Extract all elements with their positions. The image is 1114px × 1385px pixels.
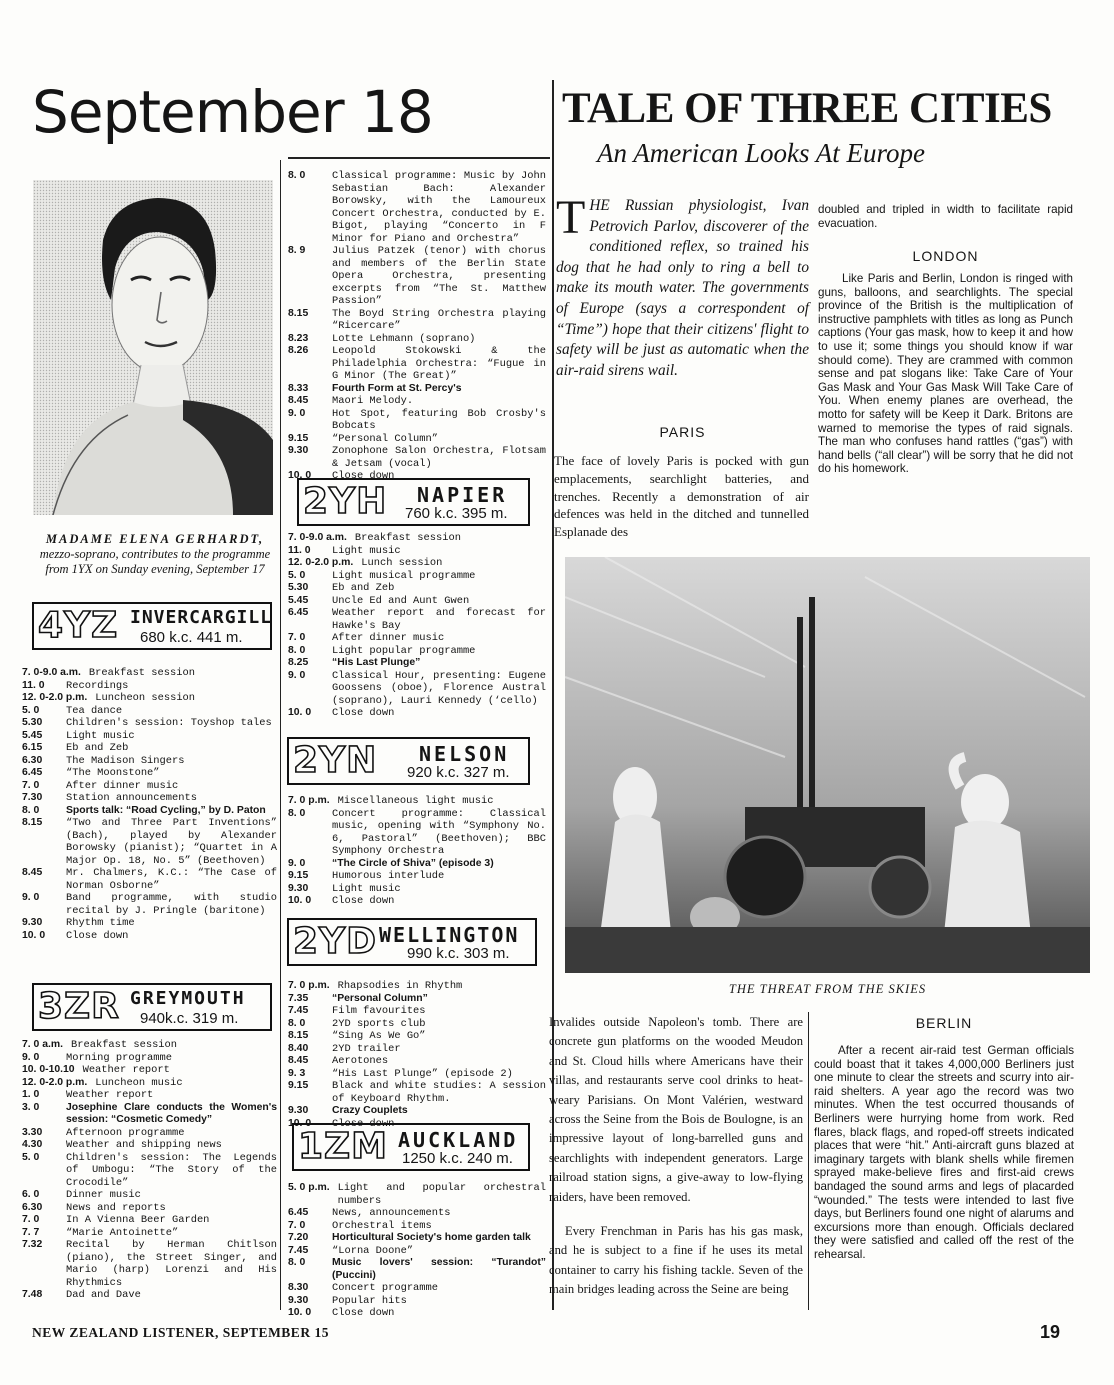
- program-entry: [22, 1289, 277, 1302]
- program-entry: [288, 308, 546, 333]
- section-heading-paris: PARIS: [659, 424, 706, 440]
- program-time: 7. 0 p.m.: [288, 980, 330, 991]
- program-description: Close down: [332, 707, 395, 719]
- program-entry: [22, 1227, 277, 1240]
- program-entry: [22, 730, 277, 743]
- anti-aircraft-photo: [565, 557, 1090, 973]
- program-entry: [22, 717, 277, 730]
- program-description: 2YD sports club: [332, 1017, 426, 1030]
- program-description: Children's session: Toyshop tales: [66, 717, 272, 729]
- station-frequency: 1250 k.c. 240 m.: [402, 1150, 513, 1167]
- program-entry: [288, 532, 546, 545]
- program-entry: [22, 780, 277, 793]
- program-time: 9.30: [22, 917, 43, 928]
- program-list-2yh: [288, 532, 546, 720]
- program-description: Mr. Chalmers, K.C.: “The Case of Norman Osborne”: [66, 867, 277, 892]
- station-frequency: 680 k.c. 441 m.: [140, 629, 243, 646]
- program-description: Lunch session: [361, 557, 443, 569]
- program-description: Light musical programme: [332, 569, 476, 582]
- program-description: Orchestral items: [332, 1219, 432, 1232]
- program-description: “Sing As We Go”: [332, 1030, 426, 1042]
- program-entry: [288, 858, 546, 871]
- program-description: Close down: [66, 929, 129, 942]
- program-entry: [288, 1005, 546, 1018]
- program-entry: [288, 1068, 546, 1081]
- program-description: Recordings: [66, 679, 129, 692]
- program-description: Luncheon session: [95, 692, 196, 704]
- program-list-2yd: [288, 980, 546, 1130]
- station-box-3zr: [32, 983, 272, 1031]
- program-description: Josephine Clare conducts the Women's session: “Cosmetic Comedy”: [66, 1101, 277, 1125]
- program-description: Light music: [332, 882, 401, 895]
- article-subtitle: An American Looks At Europe: [597, 138, 925, 168]
- program-entry: [288, 1055, 546, 1068]
- program-description: Classical Hour, presenting: Eugene Goossens (oboe), Florence Austral (soprano), Lauri Kennedy (‘cello): [332, 669, 546, 707]
- program-entry: [22, 1139, 277, 1152]
- caption-text: mezzo-soprano, contributes to the programme from 1YX on Sunday evening, September 17: [39, 547, 271, 576]
- column-divider-article: [808, 1012, 809, 1310]
- program-time: 8. 9: [288, 245, 306, 256]
- program-time: 10. 0: [288, 470, 312, 481]
- program-time: 3.30: [22, 1126, 43, 1138]
- article-title: TALE OF THREE CITIES: [562, 85, 1052, 132]
- program-description: The Boyd String Orchestra playing “Ricercare”: [332, 307, 546, 332]
- program-entry: [288, 707, 546, 720]
- station-box-1zm: [292, 1123, 530, 1171]
- program-entry: [22, 705, 277, 718]
- program-entry: [288, 632, 546, 645]
- program-time: 5. 0: [288, 569, 306, 581]
- program-entry: [288, 1295, 546, 1308]
- paris-paragraph-1: The face of lovely Paris is pocked with gun emplacements, searchlight batteries, and trenches. Recently a demonstration of air defences was held in the ditched and tunnelled Esplanade des: [554, 453, 809, 540]
- program-time: 7.45: [288, 1005, 309, 1016]
- program-entry: [288, 645, 546, 658]
- section-heading-berlin: BERLIN: [915, 1015, 973, 1031]
- program-entry: [288, 895, 546, 908]
- lead-text: HE Russian physiologist, Ivan Petrovich Parlov, discoverer of the conditioned reflex, so trained his dog that he had only to ring a bell to make its mouth water. The governments of Europe (says a correspondent of “Time”) hope that their citizens' flight to safety will be just as automatic when the air-raid sirens wail.: [556, 197, 809, 379]
- program-description: News and reports: [66, 1201, 166, 1214]
- section-heading-london: LONDON: [912, 248, 979, 264]
- program-description: After dinner music: [66, 779, 179, 792]
- program-entry: [288, 582, 546, 595]
- program-description: Weather report: [82, 1064, 170, 1076]
- header-rule: [288, 157, 550, 159]
- program-description: Band programme, with studio recital by J. Pringle (baritone): [66, 892, 277, 917]
- program-entry: [288, 870, 546, 883]
- program-time: 7. 0-9.0 a.m.: [288, 532, 347, 543]
- london-paragraph: Like Paris and Berlin, London is ringed with guns, balloons, and searchlights. The special province of the British is the multiplication of instructive pamphlets with titles as long as Punch captions (Your gas mask, how to keep it and how to use it; some things you should know if war should come). They are crammed with common sense and pat slogans like: Take Care of Your Gas Mask and Your Gas Mask Will Take Care of You. When enemy planes are overhead, the motto for safety will be Keep it Dark. Britons are warned to memorise the types of raid signals. The man who confuses hand rattles (“gas”) with hand bells (“all clear”) will be sorry that he did not do his homework.: [818, 272, 1073, 476]
- program-entry: [22, 667, 277, 680]
- program-entry: [22, 792, 277, 805]
- publication-footer: NEW ZEALAND LISTENER, SEPTEMBER 15: [32, 1325, 329, 1340]
- program-description: Film favourites: [332, 1005, 426, 1017]
- program-description: Close down: [332, 895, 395, 907]
- program-entry: [288, 408, 546, 433]
- station-city: AUCKLAND: [398, 1128, 519, 1152]
- program-time: 8.15: [288, 1030, 309, 1041]
- program-description: “Two and Three Part Inventions” (Bach), played by Alexander Borowsky (pianist); “Quartet in A Major Op. 18, No. 5” (Beethoven): [66, 817, 277, 867]
- station-frequency: 990 k.c. 303 m.: [407, 945, 510, 962]
- program-description: Afternoon programme: [66, 1126, 185, 1139]
- program-entry: [22, 930, 277, 943]
- program-time: 8. 0: [288, 644, 306, 656]
- program-entry: [288, 1220, 546, 1233]
- program-description: In A Vienna Beer Garden: [66, 1214, 210, 1226]
- program-time: 9.15: [288, 870, 309, 881]
- program-entry: [288, 570, 546, 583]
- program-description: Classical programme: Music by John Sebastian Bach: Alexander Borowsky, with the Lamoureux Concert Orchestra, conducted by E. Bigot, playing “Concerto in F Minor for Piano and Orchestra”: [332, 170, 546, 245]
- program-list-2yn: [288, 795, 546, 908]
- station-frequency: 760 k.c. 395 m.: [405, 505, 508, 522]
- program-entry: [22, 742, 277, 755]
- program-time: 3. 0: [22, 1101, 40, 1113]
- program-description: Morning programme: [66, 1051, 173, 1064]
- program-description: 2YD trailer: [332, 1042, 401, 1055]
- program-time: 8. 0: [288, 170, 306, 181]
- station-city: WELLINGTON: [379, 923, 520, 947]
- program-entry: [288, 1282, 546, 1295]
- program-entry: [22, 1052, 277, 1065]
- program-entry: [22, 1089, 277, 1102]
- call-sign: 4YZ: [38, 605, 119, 646]
- program-entry: [22, 1064, 277, 1077]
- program-list-continued: [288, 170, 546, 483]
- program-description: Luncheon music: [95, 1076, 183, 1089]
- program-time: 11. 0: [288, 544, 311, 556]
- program-time: 10. 0: [288, 895, 312, 906]
- program-description: Light popular programme: [332, 644, 476, 657]
- call-sign: 1ZM: [298, 1126, 388, 1167]
- program-description: “His Last Plunge” (episode 2): [332, 1067, 513, 1080]
- program-time: 6. 0: [22, 1189, 40, 1200]
- program-entry: [22, 892, 277, 917]
- program-time: 7.35: [288, 992, 309, 1004]
- program-time: 8. 0: [288, 1257, 306, 1268]
- program-description: Rhapsodies in Rhythm: [337, 980, 463, 992]
- program-entry: [22, 1039, 277, 1052]
- program-time: 7. 0 a.m.: [22, 1039, 64, 1050]
- program-entry: [22, 917, 277, 930]
- caption-name: MADAME ELENA GERHARDT,: [45, 532, 265, 546]
- station-city: INVERCARGILL: [130, 607, 273, 628]
- program-entry: [288, 795, 546, 808]
- program-time: 8.45: [22, 867, 43, 878]
- station-box-2yd: [287, 918, 537, 966]
- program-entry: [288, 1043, 546, 1056]
- program-description: “Personal Column”: [332, 992, 428, 1004]
- program-description: Aerotones: [332, 1055, 389, 1067]
- program-time: 9. 3: [288, 1067, 306, 1079]
- program-time: 9.30: [288, 1105, 309, 1116]
- program-description: Julius Patzek (tenor) with chorus and members of the Berlin State Opera Orchestra, presenting excerpts from “The St. Matthew Passion”: [332, 245, 546, 307]
- program-entry: [288, 657, 546, 670]
- program-entry: [288, 1030, 546, 1043]
- program-description: “The Moonstone”: [66, 767, 160, 779]
- program-entry: [22, 1152, 277, 1190]
- program-entry: [288, 993, 546, 1006]
- program-time: 6.15: [22, 742, 43, 753]
- drop-cap: T: [556, 191, 586, 244]
- program-entry: [22, 1202, 277, 1215]
- program-description: Black and white studies: A session of Keyboard Rhythm.: [332, 1080, 546, 1105]
- program-time: 5.45: [288, 594, 309, 606]
- program-time: 7. 0: [22, 1214, 40, 1225]
- program-time: 7. 0: [22, 779, 40, 791]
- program-time: 7. 0-9.0 a.m.: [22, 667, 81, 678]
- program-entry: [288, 433, 546, 446]
- call-sign: 3ZR: [38, 986, 120, 1027]
- program-time: 9.30: [288, 445, 309, 456]
- program-time: 8.30: [288, 1282, 309, 1293]
- program-description: Rhythm time: [66, 917, 135, 929]
- program-time: 8.33: [288, 382, 309, 394]
- program-description: “The Circle of Shiva” (episode 3): [332, 857, 494, 869]
- program-entry: [288, 1307, 546, 1320]
- program-time: 7.32: [22, 1239, 43, 1250]
- program-list-1zm: [288, 1182, 546, 1320]
- program-time: 6.45: [288, 1207, 309, 1218]
- program-description: “His Last Plunge”: [332, 657, 421, 668]
- column-divider-left: [280, 160, 281, 1310]
- program-time: 6.45: [22, 767, 43, 778]
- program-time: 7. 7: [22, 1226, 40, 1238]
- program-time: 8.25: [288, 657, 309, 668]
- program-entry: [22, 1189, 277, 1202]
- program-entry: [288, 883, 546, 896]
- program-description: “Lorna Doone”: [332, 1244, 414, 1257]
- program-list-4yz: [22, 667, 277, 942]
- program-time: 12. 0-2.0 p.m.: [22, 692, 88, 703]
- program-time: 12. 0-2.0 p.m.: [22, 1076, 88, 1088]
- program-time: 10. 0: [22, 929, 46, 941]
- program-description: Uncle Ed and Aunt Gwen: [332, 594, 470, 607]
- program-time: 9.30: [288, 882, 309, 894]
- program-description: Light music: [66, 729, 135, 742]
- program-description: Dinner music: [66, 1189, 141, 1201]
- photo-caption: [30, 532, 280, 577]
- program-time: 1. 0: [22, 1089, 40, 1100]
- program-entry: [288, 670, 546, 708]
- program-description: Crazy Couplets: [332, 1105, 408, 1116]
- program-time: 7.45: [288, 1244, 309, 1256]
- program-time: 7. 0 p.m.: [288, 795, 330, 806]
- program-time: 9. 0: [22, 892, 40, 903]
- program-description: Dad and Dave: [66, 1289, 141, 1301]
- program-time: 10. 0: [288, 1117, 312, 1129]
- page-number: 19: [1040, 1322, 1061, 1342]
- paris-paragraph-2: Invalides outside Napoleon's tomb. There are concrete gun platforms on the wooded Meudon and St. Cloud hills where Americans have their villas, and restaurants serve cool drinks to heat-weary Parisians. On Mont Valérien, westward across the Seine from the Bois de Boulogne, is an impressive layout of long-barrelled guns and searchlights with independent generators. Large railroad station signs, a give-away to low-flying raiders, have been removed.: [549, 1015, 803, 1204]
- page-date-title: September 18: [32, 78, 433, 146]
- program-entry: [22, 1214, 277, 1227]
- program-entry: [288, 607, 546, 632]
- program-entry: [22, 680, 277, 693]
- program-time: 10. 0-10.10: [22, 1064, 75, 1075]
- program-description: Close down: [332, 1307, 395, 1319]
- call-sign: 2YN: [293, 740, 378, 781]
- program-description: Leopold Stokowski & the Philadelphia Orchestra: “Fugue in G Minor (The Great)”: [332, 345, 546, 382]
- program-time: 9. 0: [288, 857, 306, 869]
- program-time: 9.15: [288, 1080, 309, 1091]
- program-entry: [288, 1257, 546, 1282]
- program-time: 8.45: [288, 1055, 309, 1066]
- program-time: 5.45: [22, 729, 43, 741]
- program-time: 8.15: [288, 307, 309, 319]
- program-list-3zr: [22, 1039, 277, 1302]
- program-entry: [288, 1018, 546, 1031]
- program-entry: [288, 1245, 546, 1258]
- station-box-2yh: [297, 478, 530, 526]
- program-entry: [288, 980, 546, 993]
- program-description: Close down: [332, 470, 395, 482]
- station-city: NAPIER: [417, 483, 508, 507]
- program-entry: [22, 867, 277, 892]
- program-description: Light and popular orchestral numbers: [337, 1182, 546, 1207]
- program-description: Maori Melody.: [332, 395, 414, 407]
- program-description: Weather and shipping news: [66, 1139, 222, 1151]
- station-box-2yn: [287, 737, 530, 785]
- program-entry: [22, 817, 277, 867]
- program-time: 10. 0: [288, 707, 312, 718]
- program-description: The Madison Singers: [66, 754, 185, 767]
- program-entry: [288, 445, 546, 470]
- program-description: Horticultural Society's home garden talk: [332, 1232, 531, 1243]
- program-entry: [288, 1080, 546, 1105]
- program-description: Miscellaneous light music: [337, 795, 494, 807]
- program-description: Breakfast session: [88, 667, 195, 679]
- program-time: 6.30: [22, 754, 43, 766]
- program-description: Popular hits: [332, 1294, 407, 1307]
- program-entry: [288, 545, 546, 558]
- program-time: 9.15: [288, 432, 309, 444]
- program-description: News, announcements: [332, 1207, 451, 1219]
- program-description: “Marie Antoinette”: [66, 1226, 179, 1239]
- program-description: Sports talk: “Road Cycling,” by D. Paton: [66, 804, 266, 816]
- program-entry: [288, 383, 546, 396]
- program-time: 5. 0 p.m.: [288, 1182, 330, 1193]
- program-entry: [288, 1232, 546, 1245]
- station-city: NELSON: [419, 742, 510, 766]
- program-entry: [288, 345, 546, 383]
- program-description: Breakfast session: [354, 532, 461, 544]
- program-entry: [288, 808, 546, 858]
- program-description: Eb and Zeb: [332, 582, 395, 594]
- berlin-paragraph: After a recent air-raid test German officials could boast that it takes 4,000,000 Berliners just one minute to clear the streets and scurry into air-raid shelters. A year ago the record was two minutes. When the test occurred thousands of Berliners were hurrying home from work. Red flares, black flags, and roped-off streets indicated places that were “hit.” Anti-aircraft guns blazed at imaginary targets with blank shells while firemen sprayed make-believe fires and first-aid crews bandaged the sound arms and legs of placarded “wounded.” The tests were intended to last five days, but Berliners found one night of alarums and excursions more than enough. Officials declared they were satisfied and called off the rest of the rehearsal.: [814, 1044, 1074, 1261]
- program-time: 5. 0: [22, 1151, 40, 1163]
- program-description: Hot Spot, featuring Bob Crosby's Bobcats: [332, 407, 546, 432]
- program-entry: [22, 1239, 277, 1289]
- program-time: 6.30: [22, 1201, 43, 1213]
- program-entry: [288, 1105, 546, 1118]
- program-entry: [288, 557, 546, 570]
- program-time: 8.45: [288, 395, 309, 406]
- program-time: 8. 0: [288, 1017, 306, 1029]
- program-entry: [288, 1207, 546, 1220]
- program-entry: [288, 395, 546, 408]
- program-entry: [288, 170, 546, 245]
- program-description: Station announcements: [66, 792, 197, 804]
- program-description: Concert programme: [332, 1282, 439, 1294]
- program-entry: [288, 333, 546, 346]
- program-description: Weather report and forecast for Hawke's Bay: [332, 607, 546, 632]
- call-sign: 2YD: [293, 921, 377, 962]
- program-time: 10. 0: [288, 1307, 312, 1318]
- program-time: 6.45: [288, 607, 309, 618]
- program-description: After dinner music: [332, 632, 445, 644]
- program-time: 7.30: [22, 792, 43, 803]
- program-time: 5.30: [22, 717, 43, 728]
- program-time: 5.30: [288, 582, 309, 593]
- program-description: Weather report: [66, 1089, 154, 1101]
- program-time: 9. 0: [288, 407, 306, 419]
- program-description: “Personal Column”: [332, 432, 439, 445]
- article-lead: [556, 191, 809, 381]
- program-entry: [22, 1127, 277, 1140]
- program-description: Breakfast session: [71, 1039, 178, 1051]
- program-time: 8. 0: [288, 807, 306, 819]
- program-entry: [288, 1182, 546, 1207]
- program-description: Light music: [332, 544, 401, 557]
- station-frequency: 920 k.c. 327 m.: [407, 764, 510, 781]
- program-time: 9. 0: [288, 669, 306, 681]
- program-description: Lotte Lehmann (soprano): [332, 332, 476, 345]
- program-entry: [22, 692, 277, 705]
- program-time: 7. 0: [288, 632, 306, 643]
- program-description: Music lovers' session: “Turandot” (Puccini): [332, 1257, 546, 1281]
- station-frequency: 940k.c. 319 m.: [140, 1010, 239, 1027]
- program-description: Fourth Form at St. Percy's: [332, 382, 462, 394]
- call-sign: 2YH: [303, 481, 388, 522]
- program-description: Zonophone Salon Orchestra, Flotsam & Jetsam (vocal): [332, 445, 546, 470]
- program-time: 8.23: [288, 332, 309, 344]
- program-time: 11. 0: [22, 679, 45, 691]
- program-time: 7.20: [288, 1232, 309, 1243]
- program-time: 8. 0: [22, 804, 40, 816]
- program-description: Recital by Herman Chitlson (piano), the Street Singer, and Mario (harp) Lorenzi and His Rhythmics: [66, 1239, 277, 1289]
- program-time: 8.15: [22, 817, 43, 828]
- program-entry: [288, 245, 546, 308]
- program-time: 9. 0: [22, 1051, 40, 1063]
- program-entry: [288, 595, 546, 608]
- program-time: 12. 0-2.0 p.m.: [288, 557, 354, 568]
- program-description: Eb and Zeb: [66, 742, 129, 754]
- station-box-4yz: [32, 602, 272, 650]
- program-time: 7. 0: [288, 1219, 306, 1231]
- program-time: 9.30: [288, 1294, 309, 1306]
- program-time: 4.30: [22, 1139, 43, 1150]
- london-intro-paragraph: doubled and tripled in width to facilitate rapid evacuation.: [818, 203, 1073, 230]
- station-city: GREYMOUTH: [130, 988, 246, 1009]
- paris-paragraph-3: Every Frenchman in Paris has his gas mask, and he is subject to a fine if he uses its metal container to carry his fishing tackle. Seven of the main bridges leading across the Seine are being: [549, 1224, 803, 1297]
- program-entry: [22, 1077, 277, 1090]
- program-description: Concert programme: Classical music, opening with “Symphony No. 6, Pastoral” (Beethoven); BBC Symphony Orchestra: [332, 807, 546, 857]
- program-time: 8.26: [288, 345, 309, 356]
- program-time: 7.48: [22, 1289, 43, 1300]
- program-description: Humorous interlude: [332, 870, 445, 882]
- program-entry: [22, 1102, 277, 1127]
- program-entry: [22, 805, 277, 818]
- program-entry: [22, 767, 277, 780]
- program-description: Tea dance: [66, 704, 123, 717]
- program-time: 5. 0: [22, 704, 40, 716]
- photo-caption-threat: THE THREAT FROM THE SKIES: [728, 982, 927, 996]
- portrait-photo: [33, 180, 273, 515]
- program-description: Close down: [332, 1117, 395, 1130]
- program-description: Children's session: The Legends of Umbogu: “The Story of the Crocodile”: [66, 1151, 277, 1189]
- program-time: 8.40: [288, 1042, 309, 1054]
- program-entry: [22, 755, 277, 768]
